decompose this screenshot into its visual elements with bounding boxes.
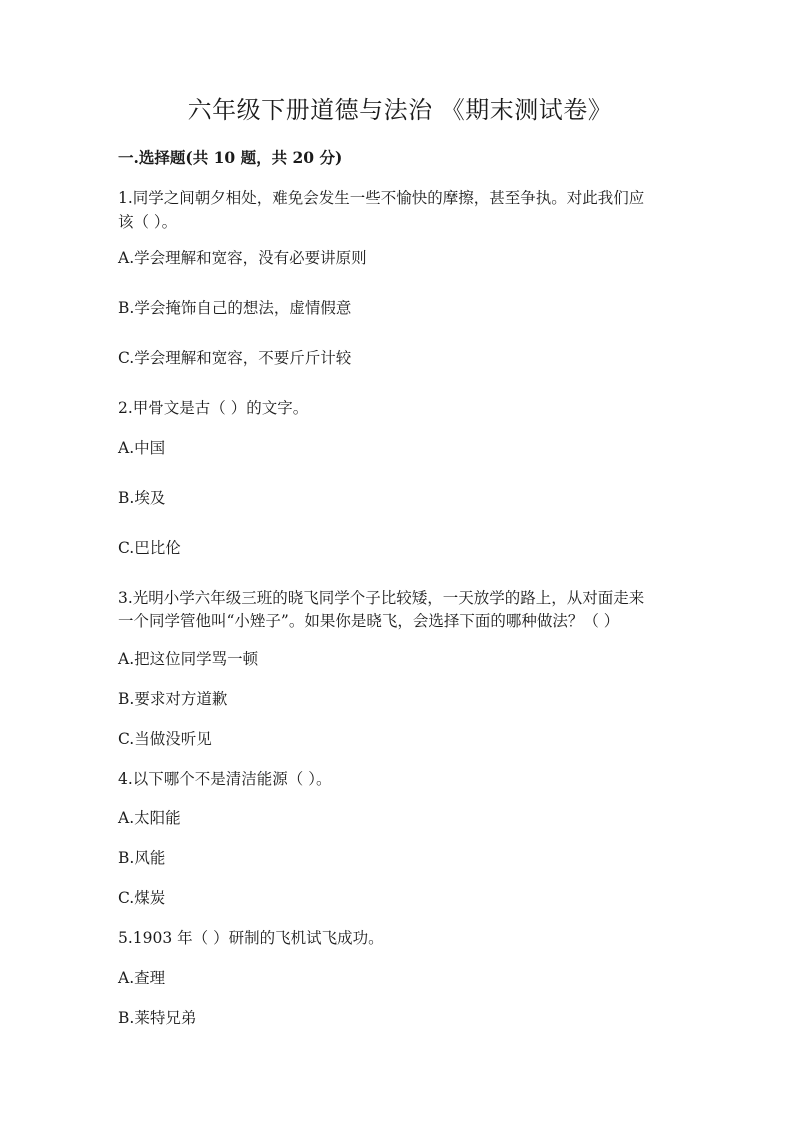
question-1-stem-line-1: 1.同学之间朝夕相处，难免会发生一些不愉快的摩擦，甚至争执。对此我们应 (118, 189, 645, 207)
question-2-option-a: A.中国 (118, 439, 166, 457)
question-3-stem-line-1: 3.光明小学六年级三班的晓飞同学个子比较矮，一天放学的路上，从对面走来 (118, 589, 645, 607)
question-2-option-b: B.埃及 (118, 489, 166, 507)
question-1-option-a: A.学会理解和宽容，没有必要讲原则 (118, 249, 367, 267)
exam-title: 六年级下册道德与法治 《期末测试卷》 (187, 96, 613, 124)
question-4-option-c: C.煤炭 (118, 889, 166, 907)
question-4-stem-line-1: 4.以下哪个不是清洁能源（ ）。 (118, 770, 332, 788)
question-1-option-c: C.学会理解和宽容，不要斤斤计较 (118, 349, 352, 367)
question-2-stem-line-1: 2.甲骨文是古（ ）的文字。 (118, 399, 309, 417)
question-4-option-a: A.太阳能 (118, 809, 181, 827)
question-5-option-a: A.查理 (118, 969, 166, 987)
question-1-option-b: B.学会掩饰自己的想法，虚情假意 (118, 299, 352, 317)
question-3-stem-line-2: 一个同学管他叫“小矬子”。如果你是晓飞，会选择下面的哪种做法？（ ） (118, 612, 620, 630)
question-2-option-c: C.巴比伦 (118, 539, 181, 557)
question-3-option-b: B.要求对方道歉 (118, 690, 228, 708)
question-1-stem-line-2: 该（ ）。 (118, 213, 178, 231)
question-4-option-b: B.风能 (118, 849, 166, 867)
question-3-option-c: C.当做没听见 (118, 730, 212, 748)
question-5-stem-line-1: 5.1903 年（ ）研制的飞机试飞成功。 (118, 929, 384, 947)
question-5-option-b: B.莱特兄弟 (118, 1009, 197, 1027)
question-3-option-a: A.把这位同学骂一顿 (118, 650, 259, 668)
section-heading: 一.选择题(共 10 题，共 20 分) (118, 148, 343, 167)
